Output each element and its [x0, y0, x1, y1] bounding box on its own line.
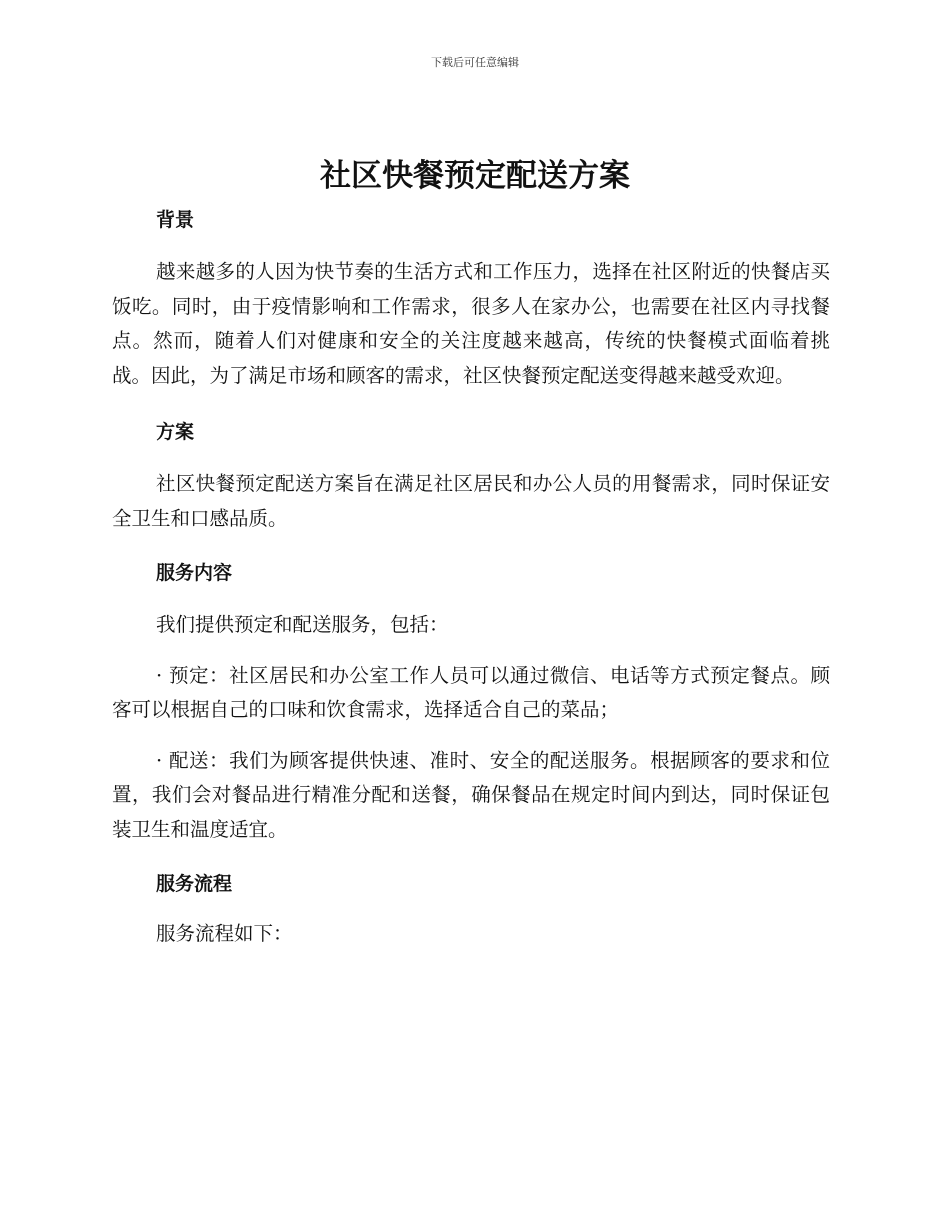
background-paragraph: 越来越多的人因为快节奏的生活方式和工作压力，选择在社区附近的快餐店买饭吃。同时，由于疫情影响和工作需求，很多人在家办公，也需要在社区内寻找餐点。然而，随着人们对健康和安全的关注度越来越高，传统的快餐模式面临着挑战。因此，为了满足市场和顾客的需求，社区快餐预定配送变得越来越受欢迎。: [112, 260, 830, 387]
service-content-intro: 我们提供预定和配送服务，包括：: [156, 613, 449, 636]
header-note: 下载后可任意编辑: [431, 56, 519, 69]
document-title: 社区快餐预定配送方案: [320, 158, 630, 194]
bullet-item-reservation: · 预定：社区居民和办公室工作人员可以通过微信、电话等方式预定餐点。顾客可以根据自己的口味和饮食需求，选择适合自己的菜品；: [112, 663, 830, 721]
section-heading-service-flow: 服务流程: [156, 873, 233, 895]
document-body: [112, 205, 830, 952]
service-flow-intro: 服务流程如下：: [156, 922, 293, 945]
bullet-item-delivery: · 配送：我们为顾客提供快速、准时、安全的配送服务。根据顾客的要求和位置，我们会对餐品进行精准分配和送餐，确保餐品在规定时间内到达，同时保证包装卫生和温度适宜。: [112, 748, 830, 841]
section-heading-service-content: 服务内容: [156, 562, 233, 584]
plan-paragraph: 社区快餐预定配送方案旨在满足社区居民和办公人员的用餐需求，同时保证安全卫生和口感品质。: [112, 472, 830, 530]
section-heading-plan: 方案: [156, 421, 195, 443]
section-heading-background: 背景: [156, 209, 195, 231]
